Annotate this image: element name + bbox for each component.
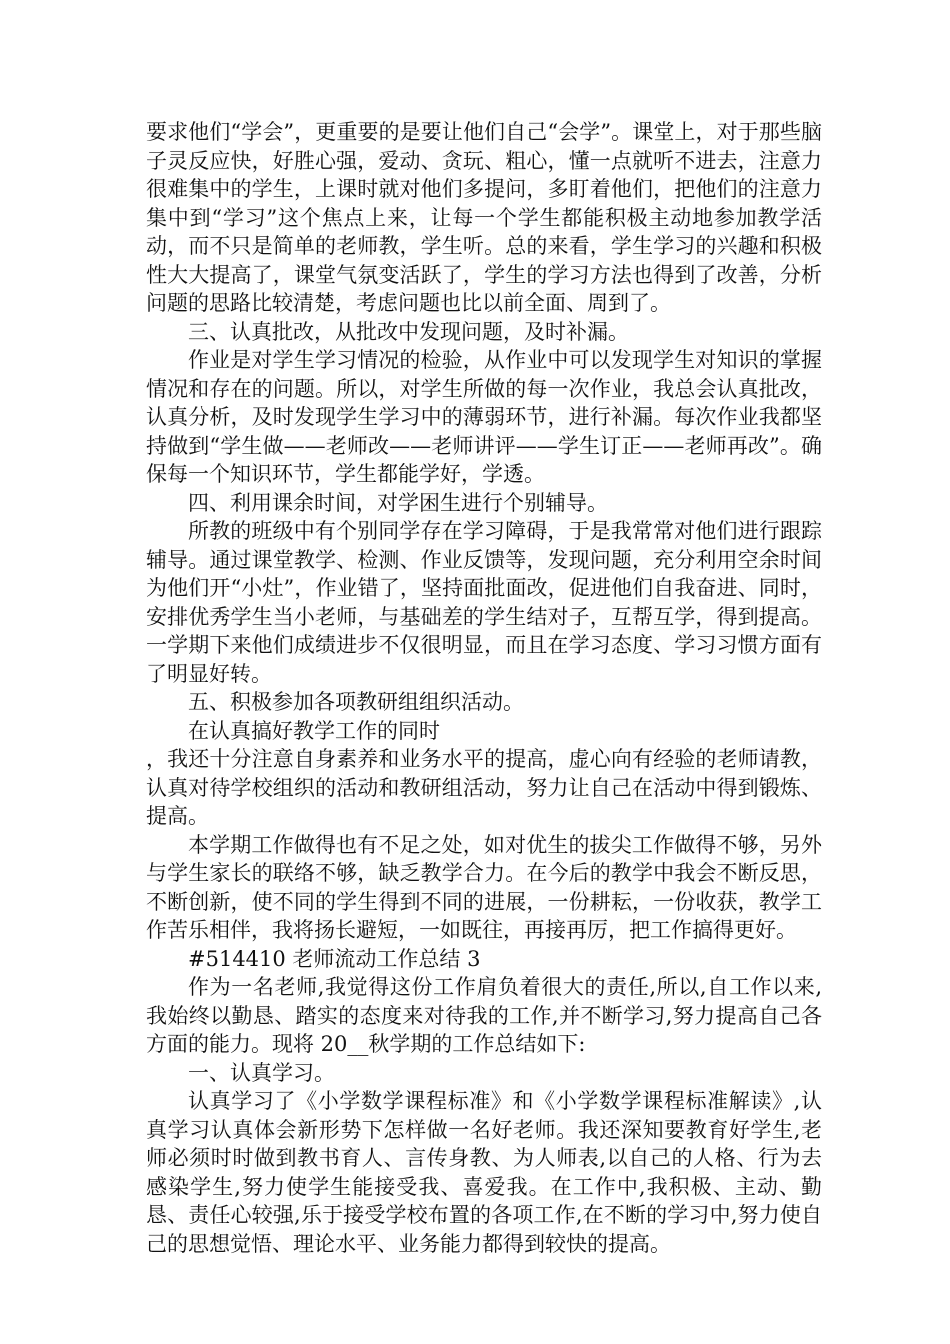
paragraph: 本学期工作做得也有不足之处，如对优生的拔尖工作做得不够，另外与学生家长的联络不够，缺乏教学合力。在今后的教学中我会不断反思，不断创新，使不同的学生得到不同的进展，一份耕耘，一份收获，教学工作苦乐相伴，我将扬长避短，一如既往，再接再厉，把工作搞得更好。 xyxy=(146,832,822,942)
document-body xyxy=(146,118,822,1258)
section-heading: 四、利用课余时间，对学困生进行个别辅导。 xyxy=(188,490,608,515)
paragraph: 作为一名老师,我觉得这份工作肩负着很大的责任,所以,自工作以来,我始终以勤恳、踏实的态度来对待我的工作,并不断学习,努力提高自己各方面的能力。现将 20__秋学期的工作总结如下: xyxy=(146,975,822,1056)
paragraph: 认真学习了《小学数学课程标准》和《小学数学课程标准解读》,认真学习认真体会新形势下怎样做一名好老师。我还深知要教育好学生,老师必须时时做到教书育人、言传身教、为人师表,以自己的人格、行为去感染学生,努力使学生能接受我、喜爱我。在工作中,我积极、主动、勤恳、责任心较强,乐于接受学校布置的各项工作,在不断的学习中,努力使自己的思想觉悟、理论水平、业务能力都得到较快的提高。 xyxy=(146,1089,822,1256)
paragraph: ，我还十分注意自身素养和业务水平的提高，虚心向有经验的老师请教，认真对待学校组织的活动和教研组活动，努力让自己在活动中得到锻炼、提高。 xyxy=(146,747,822,828)
article-title: #514410 老师流动工作总结 3 xyxy=(188,946,481,971)
paragraph: 要求他们“学会”，更重要的是要让他们自己“会学”。课堂上，对于那些脑子灵反应快，好胜心强，爱动、贪玩、粗心，懂一点就听不进去，注意力很难集中的学生，上课时就对他们多提问，多盯着他们，把他们的注意力集中到“学习”这个焦点上来，让每一个学生都能积极主动地参加教学活动，而不只是简单的老师教，学生听。总的来看，学生学习的兴趣和积极性大大提高了，课堂气氛变活跃了，学生的学习方法也得到了改善，分析问题的思路比较清楚，考虑问题也比以前全面、周到了。 xyxy=(146,120,822,315)
section-heading: 五、积极参加各项教研组组织活动。 xyxy=(188,690,524,714)
paragraph: 作业是对学生学习情况的检验，从作业中可以发现学生对知识的掌握情况和存在的问题。所以，对学生所做的每一次作业，我总会认真批改，认真分析，及时发现学生学习中的薄弱环节，进行补漏。每次作业我都坚持做到“学生做——老师改——老师讲评——学生订正——老师再改”。确保每一个知识环节，学生都能学好，学透。 xyxy=(146,348,822,486)
paragraph: 所教的班级中有个别同学存在学习障碍，于是我常常对他们进行跟踪辅导。通过课堂教学、检测、作业反馈等，发现问题，充分利用空余时间为他们开“小灶”，作业错了，坚持面批面改，促进他们自我奋进、同时，安排优秀学生当小老师，与基础差的学生结对子，互帮互学，得到提高。一学期下来他们成绩进步不仅很明显，而且在学习态度、学习习惯方面有了明显好转。 xyxy=(146,519,822,686)
section-heading: 三、认真批改，从批改中发现问题，及时补漏。 xyxy=(188,319,629,344)
paragraph: 在认真搞好教学工作的同时 xyxy=(188,718,440,743)
section-heading: 一、认真学习。 xyxy=(188,1060,335,1085)
